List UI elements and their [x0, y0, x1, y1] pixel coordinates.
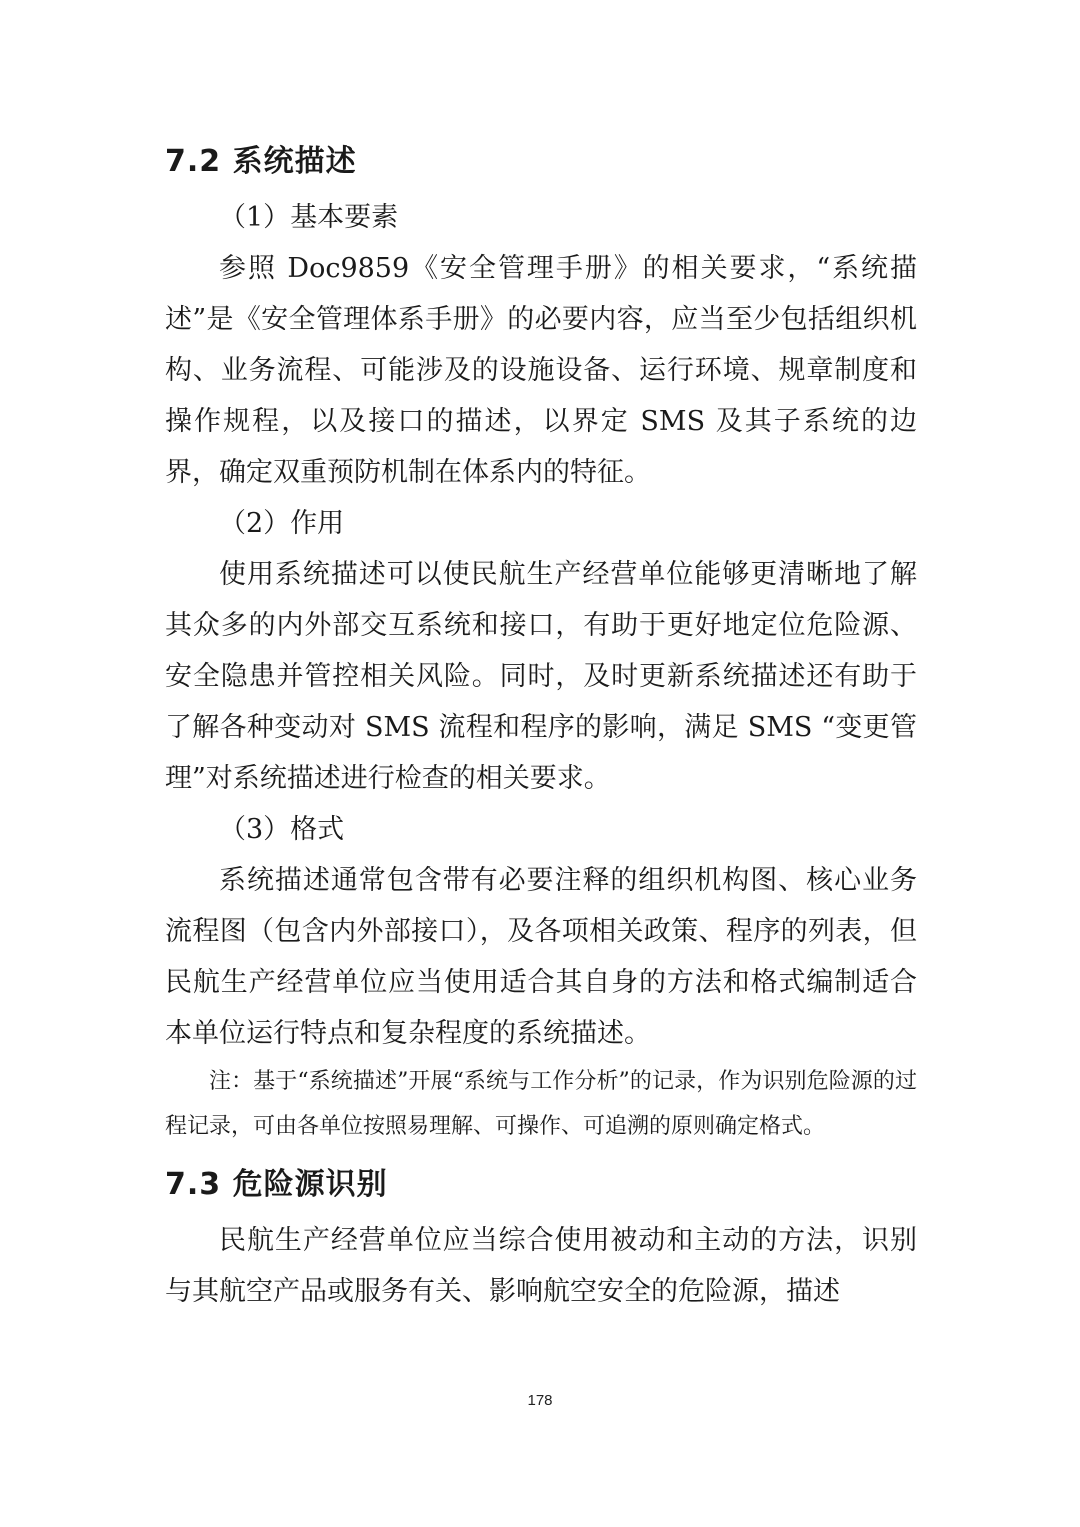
section-7-2-heading: 7.2 系统描述	[165, 144, 357, 179]
section-7-3-heading: 7.3 危险源识别	[165, 1167, 388, 1202]
item-2-paragraph: 使用系统描述可以使民航生产经营单位能够更清晰地了解其众多的内外部交互系统和接口，有助于更好地定位危险源、安全隐患并管控相关风险。同时，及时更新系统描述还有助于了解各种变动对 SMS 流程和程序的影响，满足 SMS “变更管理”对系统描述进行检查的相关要求。	[165, 559, 917, 794]
item-3-title: （3）格式	[219, 814, 345, 845]
note-paragraph: 注：基于“系统描述”开展“系统与工作分析”的记录，作为识别危险源的过程记录，可由各单位按照易理解、可操作、可追溯的原则确定格式。	[165, 1069, 917, 1139]
item-2-title: （2）作用	[219, 508, 345, 539]
item-1-paragraph: 参照 Doc9859《安全管理手册》的相关要求，“系统描述”是《安全管理体系手册》的必要内容，应当至少包括组织机构、业务流程、可能涉及的设施设备、运行环境、规章制度和操作规程，以及接口的描述，以界定 SMS 及其子系统的边界，确定双重预防机制在体系内的特征。	[165, 253, 917, 488]
page-number: 178	[527, 1392, 553, 1409]
item-3-paragraph: 系统描述通常包含带有必要注释的组织机构图、核心业务流程图（包含内外部接口），及各项相关政策、程序的列表，但民航生产经营单位应当使用适合其自身的方法和格式编制适合本单位运行特点和复杂程度的系统描述。	[165, 865, 917, 1049]
item-1-title: （1）基本要素	[219, 202, 399, 233]
section-7-3-paragraph: 民航生产经营单位应当综合使用被动和主动的方法，识别与其航空产品或服务有关、影响航空安全的危险源，描述	[165, 1225, 917, 1307]
page-content	[165, 138, 917, 1317]
